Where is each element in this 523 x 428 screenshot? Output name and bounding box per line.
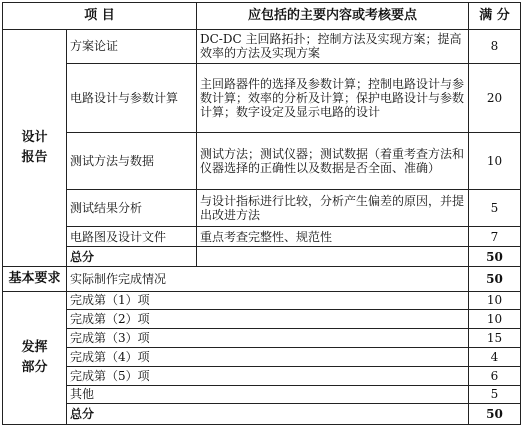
extra-item-5: 完成第（5）项 <box>67 367 469 386</box>
design-score-2: 20 <box>469 63 521 132</box>
basic-score: 50 <box>469 267 521 291</box>
design-content-2: 主回路器件的选择及参数计算；控制电路设计与参数计算；效率的分析及计算；保护电路设计与参数计算；数字设定及显示电路的设计 <box>197 63 469 132</box>
extra-section-line-1: 发挥 <box>21 339 48 355</box>
extra-row <box>3 329 521 348</box>
design-item-4: 测试结果分析 <box>67 189 197 227</box>
design-score-3: 10 <box>469 132 521 189</box>
design-score-4: 5 <box>469 189 521 227</box>
design-row <box>3 132 521 189</box>
extra-score-2: 10 <box>469 310 521 329</box>
design-row <box>3 63 521 132</box>
design-item-5: 电路图及设计文件 <box>67 227 197 247</box>
extra-score-6: 5 <box>469 386 521 404</box>
design-score-1: 8 <box>469 30 521 64</box>
extra-section-line-2: 部分 <box>21 359 48 375</box>
design-content-3: 测试方法；测试仪器；测试数据（着重考查方法和仪器选择的正确性以及数据是否全面、准确） <box>197 132 469 189</box>
basic-row <box>3 267 521 291</box>
header-content: 应包括的主要内容或考核要点 <box>197 3 469 30</box>
extra-total-row <box>3 403 521 424</box>
extra-score-1: 10 <box>469 291 521 310</box>
extra-total-score: 50 <box>469 403 521 424</box>
extra-row <box>3 386 521 404</box>
extra-row <box>3 367 521 386</box>
design-content-5: 重点考查完整性、规范性 <box>197 227 469 247</box>
extra-row <box>3 291 521 310</box>
design-section-line-2: 报告 <box>21 150 48 166</box>
design-item-1: 方案论证 <box>67 30 197 64</box>
design-section-line-1: 设计 <box>21 130 48 146</box>
scoring-table <box>2 2 521 425</box>
extra-row <box>3 348 521 367</box>
design-row <box>3 189 521 227</box>
extra-item-3: 完成第（3）项 <box>67 329 469 348</box>
design-row <box>3 30 521 64</box>
header-score: 满 分 <box>469 3 521 30</box>
extra-total-label: 总分 <box>67 403 469 424</box>
design-total-row <box>3 247 521 267</box>
extra-score-5: 6 <box>469 367 521 386</box>
extra-row <box>3 310 521 329</box>
design-item-2: 电路设计与参数计算 <box>67 63 197 132</box>
design-row <box>3 227 521 247</box>
design-score-5: 7 <box>469 227 521 247</box>
extra-item-6: 其他 <box>67 386 469 404</box>
design-total-blank <box>197 247 469 267</box>
design-content-1: DC-DC 主回路拓扑；控制方法及实现方案；提高效率的方法及实现方案 <box>197 30 469 64</box>
basic-section-label: 基本要求 <box>3 267 67 291</box>
extra-item-2: 完成第（2）项 <box>67 310 469 329</box>
design-total-score: 50 <box>469 247 521 267</box>
extra-item-1: 完成第（1）项 <box>67 291 469 310</box>
extra-item-4: 完成第（4）项 <box>67 348 469 367</box>
extra-score-4: 4 <box>469 348 521 367</box>
design-section-label <box>3 30 67 267</box>
design-content-4: 与设计指标进行比较，分析产生偏差的原因，并提出改进方法 <box>197 189 469 227</box>
extra-section-label <box>3 291 67 424</box>
basic-item: 实际制作完成情况 <box>67 267 469 291</box>
design-item-3: 测试方法与数据 <box>67 132 197 189</box>
header-item: 项 目 <box>3 3 197 30</box>
header-row <box>3 3 521 30</box>
extra-score-3: 15 <box>469 329 521 348</box>
design-total-label: 总分 <box>67 247 197 267</box>
